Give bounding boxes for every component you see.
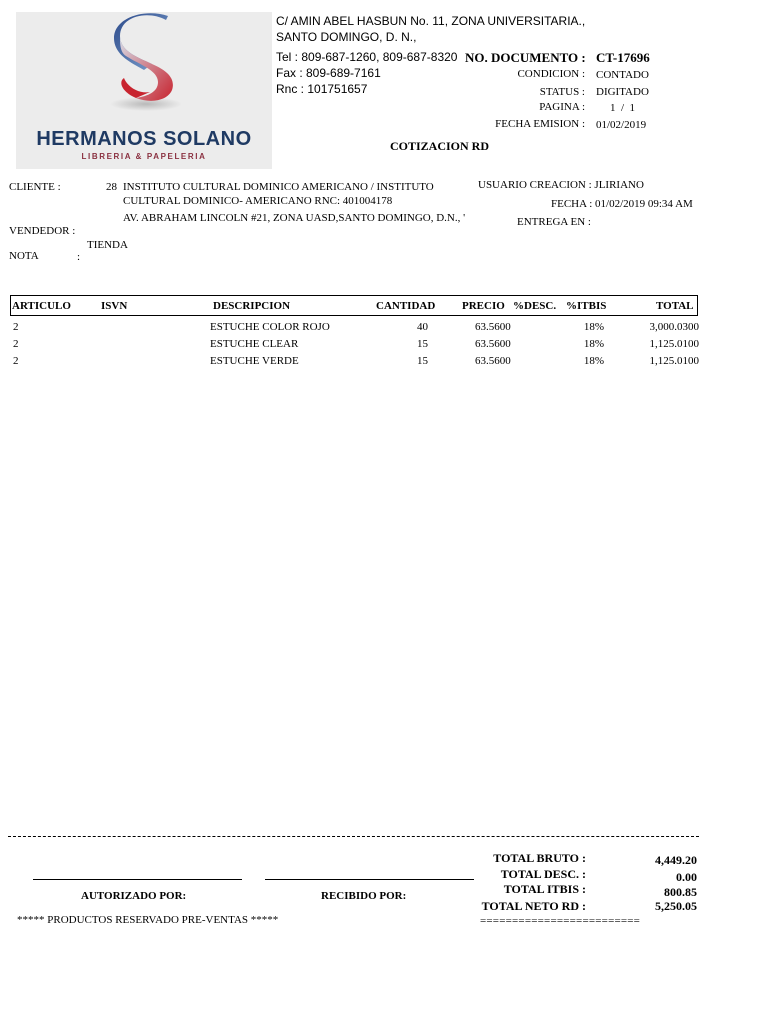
col-descripcion: DESCRIPCION (213, 300, 291, 312)
cell-cantidad: 15 (417, 355, 428, 367)
company-fax: Fax : 809-689-7161 (276, 66, 381, 80)
cell-itbis: 18% (583, 355, 604, 367)
cell-cantidad: 40 (417, 321, 428, 333)
fecha-creacion: FECHA : 01/02/2019 09:34 AM (551, 198, 693, 210)
fecha-emision-label: FECHA EMISION : (495, 118, 585, 130)
total-bruto-value: 4,449.20 (655, 853, 697, 867)
cell-precio: 63.5600 (475, 355, 511, 367)
logo-brand-text: HERMANOS SOLANO (36, 128, 252, 150)
cliente-name-line2: CULTURAL DOMINICO- AMERICANO RNC: 401004178 (123, 195, 393, 207)
vendedor-label: VENDEDOR : (9, 225, 76, 237)
total-itbis-label: TOTAL ITBIS : (503, 882, 586, 896)
company-rnc: Rnc : 101751657 (276, 82, 368, 96)
cell-cantidad: 15 (417, 338, 428, 350)
col-cantidad: CANTIDAD (376, 300, 436, 312)
cliente-label: CLIENTE : (9, 181, 61, 193)
cliente-address: AV. ABRAHAM LINCOLN #21, ZONA UASD,SANTO DOMINGO, D.N., ' (123, 212, 466, 224)
usuario-creacion: USUARIO CREACION : JLIRIANO (478, 179, 644, 191)
totals-double-rule: ========================= (480, 915, 641, 927)
cliente-name-line1: INSTITUTO CULTURAL DOMINICO AMERICANO / INSTITUTO (123, 181, 434, 193)
cell-articulo: 2 (13, 355, 19, 367)
logo-tagline: LIBRERIA & PAPELERIA (81, 152, 207, 161)
reserva-note: ***** PRODUCTOS RESERVADO PRE-VENTAS ***** (17, 914, 279, 926)
total-itbis-value: 800.85 (664, 885, 697, 899)
footer-dashed-divider (8, 836, 699, 837)
recibido-signature-line (265, 879, 474, 880)
cliente-code: 28 (106, 181, 117, 193)
total-desc-label: TOTAL DESC. : (500, 867, 586, 881)
document-title: COTIZACION RD (390, 139, 490, 153)
vendedor-value: TIENDA (87, 239, 128, 251)
company-address-line1: C/ AMIN ABEL HASBUN No. 11, ZONA UNIVERSITARIA., (276, 14, 586, 28)
pagina-value: 1 / 1 (610, 102, 636, 114)
autorizado-signature-line (33, 879, 242, 880)
cell-descripcion: ESTUCHE CLEAR (210, 338, 299, 350)
table-row (0, 355, 768, 371)
col-precio: PRECIO (462, 300, 505, 312)
total-neto-value: 5,250.05 (655, 899, 697, 913)
cell-total: 1,125.0100 (649, 338, 699, 350)
cell-total: 3,000.0300 (649, 321, 699, 333)
cell-total: 1,125.0100 (649, 355, 699, 367)
total-desc-value: 0.00 (676, 870, 697, 884)
nota-colon: : (77, 251, 81, 263)
fecha-emision-value: 01/02/2019 (596, 119, 647, 131)
total-neto-label: TOTAL NETO RD : (481, 899, 586, 913)
col-total: TOTAL (656, 300, 694, 312)
company-address-line2: SANTO DOMINGO, D. N., (276, 30, 417, 44)
cell-descripcion: ESTUCHE COLOR ROJO (210, 321, 330, 333)
status-label: STATUS : (539, 86, 585, 98)
cell-articulo: 2 (13, 321, 19, 333)
recibido-label: RECIBIDO POR: (321, 890, 407, 902)
entrega-en: ENTREGA EN : (517, 216, 591, 228)
col-desc: %DESC. (513, 300, 557, 312)
pagina-label: PAGINA : (539, 101, 585, 113)
autorizado-label: AUTORIZADO POR: (81, 890, 187, 902)
cell-descripcion: ESTUCHE VERDE (210, 355, 299, 367)
col-articulo: ARTICULO (12, 300, 71, 312)
col-itbis: %ITBIS (566, 300, 607, 312)
condicion-value: CONTADO (596, 69, 649, 81)
total-bruto-label: TOTAL BRUTO : (493, 851, 586, 865)
status-value: DIGITADO (596, 86, 649, 98)
company-tel: Tel : 809-687-1260, 809-687-8320 (276, 50, 458, 64)
cell-precio: 63.5600 (475, 338, 511, 350)
s-logo-icon (16, 12, 272, 127)
document-number-value: CT-17696 (596, 50, 650, 65)
document-number-label: NO. DOCUMENTO : (465, 50, 586, 65)
col-isvn: ISVN (101, 300, 128, 312)
cell-precio: 63.5600 (475, 321, 511, 333)
cell-articulo: 2 (13, 338, 19, 350)
cell-itbis: 18% (583, 321, 604, 333)
condicion-label: CONDICION : (517, 68, 585, 80)
company-logo (16, 12, 272, 169)
nota-label: NOTA (9, 250, 39, 262)
table-row (0, 338, 768, 354)
cell-itbis: 18% (583, 338, 604, 350)
table-row (0, 321, 768, 337)
items-table-header (10, 295, 698, 316)
